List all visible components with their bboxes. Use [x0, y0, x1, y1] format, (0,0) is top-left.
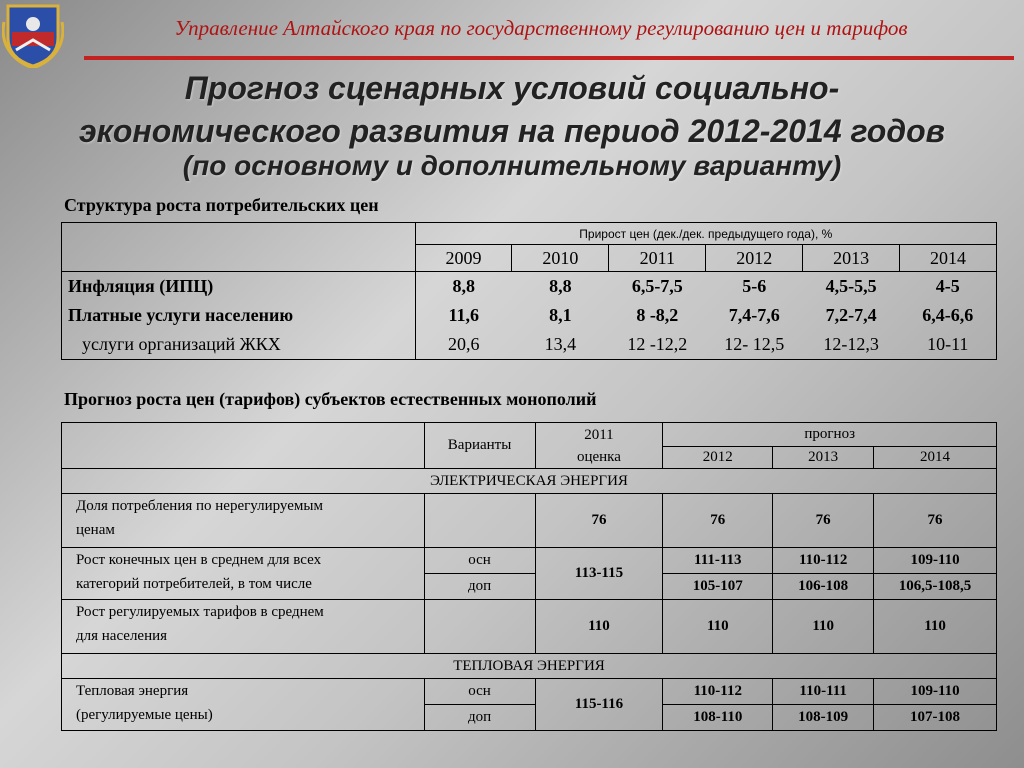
year-header: 2011	[609, 245, 706, 272]
cell-value: 107-108	[874, 705, 997, 731]
row-label-line: (регулируемые цены)	[76, 707, 213, 723]
table2-corner	[62, 423, 425, 469]
year-header: 2013	[803, 245, 900, 272]
forecast-header: прогноз	[663, 423, 997, 447]
row-label-line: для населения	[76, 628, 168, 644]
row-label	[62, 679, 425, 731]
year-header: 2014	[874, 447, 997, 469]
agency-name: Управление Алтайского края по государственному регулированию цен и тарифов	[174, 16, 908, 40]
cell-value: 5-6	[706, 272, 803, 302]
table-row	[62, 600, 997, 654]
section-heat: ТЕПЛОВАЯ ЭНЕРГИЯ	[62, 654, 997, 679]
variant-cell: доп	[424, 574, 535, 600]
cell-value: 4-5	[900, 272, 997, 302]
cell-value: 106,5-108,5	[874, 574, 997, 600]
cell-value: 12- 12,5	[706, 330, 803, 360]
variant-cell: осн	[424, 548, 535, 574]
table-row	[62, 272, 997, 302]
variant-cell: осн	[424, 679, 535, 705]
cell-value: 10-11	[900, 330, 997, 360]
cell-value: 8,8	[512, 272, 609, 302]
cell-value: 76	[663, 494, 773, 548]
row-label-line: Доля потребления по нерегулируемым	[76, 498, 323, 514]
table-row	[62, 548, 997, 574]
variants-header: Варианты	[424, 423, 535, 469]
row-label-line: Рост регулируемых тарифов в среднем	[76, 604, 324, 620]
cell-value: 20,6	[415, 330, 512, 360]
year-header: 2012	[706, 245, 803, 272]
variant-cell: доп	[424, 705, 535, 731]
cell-value: 8 -8,2	[636, 305, 679, 325]
estimate-2011-year: 2011	[584, 426, 614, 443]
cell-value: 110-112	[773, 548, 874, 574]
cell-value: 110	[773, 600, 874, 654]
row-label	[62, 548, 425, 600]
cell-value: 105-107	[663, 574, 773, 600]
cell-value: 106-108	[773, 574, 874, 600]
cell-value: 8,1	[549, 305, 572, 325]
cell-value: 110-111	[773, 679, 874, 705]
consumer-prices-table	[61, 222, 997, 360]
year-header: 2013	[773, 447, 874, 469]
row-label-line: ценам	[76, 522, 115, 538]
row-label: Инфляция (ИПЦ)	[62, 272, 416, 302]
header-divider	[84, 56, 1014, 60]
monopoly-tariffs-table	[61, 422, 997, 731]
year-header: 2010	[512, 245, 609, 272]
table1-corner	[62, 223, 416, 272]
page-title-line3: (по основному и дополнительному варианту)	[182, 150, 842, 181]
table2-caption: Прогноз роста цен (тарифов) субъектов естественных монополий	[64, 389, 597, 409]
cell-value: 12 -12,2	[609, 330, 706, 360]
cell-value: 110	[663, 600, 773, 654]
row-label-line: Рост конечных цен в среднем для всех	[76, 552, 322, 568]
cell-value: 6,5-7,5	[609, 272, 706, 302]
cell-value: 11,6	[415, 301, 512, 330]
table-row	[62, 301, 997, 330]
table1-caption: Структура роста потребительских цен	[64, 195, 379, 215]
year-header: 2012	[663, 447, 773, 469]
cell-value: 111-113	[663, 548, 773, 574]
year-header: 2009	[415, 245, 512, 272]
page-title-line2: экономического развития на период 2012-2014 годов	[79, 113, 945, 149]
variant-cell	[424, 600, 535, 654]
table1-header: Прирост цен (дек./дек. предыдущего года), %	[415, 223, 996, 245]
table-row	[62, 494, 997, 548]
cell-value: 108-109	[773, 705, 874, 731]
cell-value: 8,8	[415, 272, 512, 302]
cell-value: 4,5-5,5	[803, 272, 900, 302]
row-label-line: категорий потребителей, в том числе	[76, 576, 312, 592]
cell-value: 109-110	[874, 679, 997, 705]
estimate-2011-header	[535, 423, 663, 469]
cell-value: 110-112	[663, 679, 773, 705]
cell-value: 76	[773, 494, 874, 548]
row-label-line: Тепловая энергия	[76, 683, 189, 699]
cell-value: 7,2-7,4	[825, 305, 877, 325]
year-header: 2014	[900, 245, 997, 272]
row-label: Платные услуги населению	[62, 301, 416, 330]
cell-value: 108-110	[663, 705, 773, 731]
cell-value: 76	[874, 494, 997, 548]
row-label	[62, 600, 425, 654]
row-label	[62, 494, 425, 548]
table-row	[62, 330, 997, 360]
cell-value: 109-110	[874, 548, 997, 574]
cell-value: 115-116	[535, 679, 663, 731]
page-title-line1: Прогноз сценарных условий социально-	[184, 70, 840, 106]
cell-value: 110	[874, 600, 997, 654]
variant-cell	[424, 494, 535, 548]
cell-value: 13,4	[512, 330, 609, 360]
cell-value: 7,4-7,6	[728, 305, 780, 325]
section-electric: ЭЛЕКТРИЧЕСКАЯ ЭНЕРГИЯ	[62, 469, 997, 494]
cell-value: 6,4-6,6	[900, 301, 997, 330]
altai-coat-of-arms-icon	[2, 2, 64, 68]
cell-value: 76	[535, 494, 663, 548]
cell-value: 110	[535, 600, 663, 654]
cell-value: 113-115	[535, 548, 663, 600]
estimate-2011-label: оценка	[576, 448, 621, 465]
cell-value: 12-12,3	[803, 330, 900, 360]
table-row	[62, 679, 997, 705]
row-label: услуги организаций ЖКХ	[62, 330, 416, 360]
